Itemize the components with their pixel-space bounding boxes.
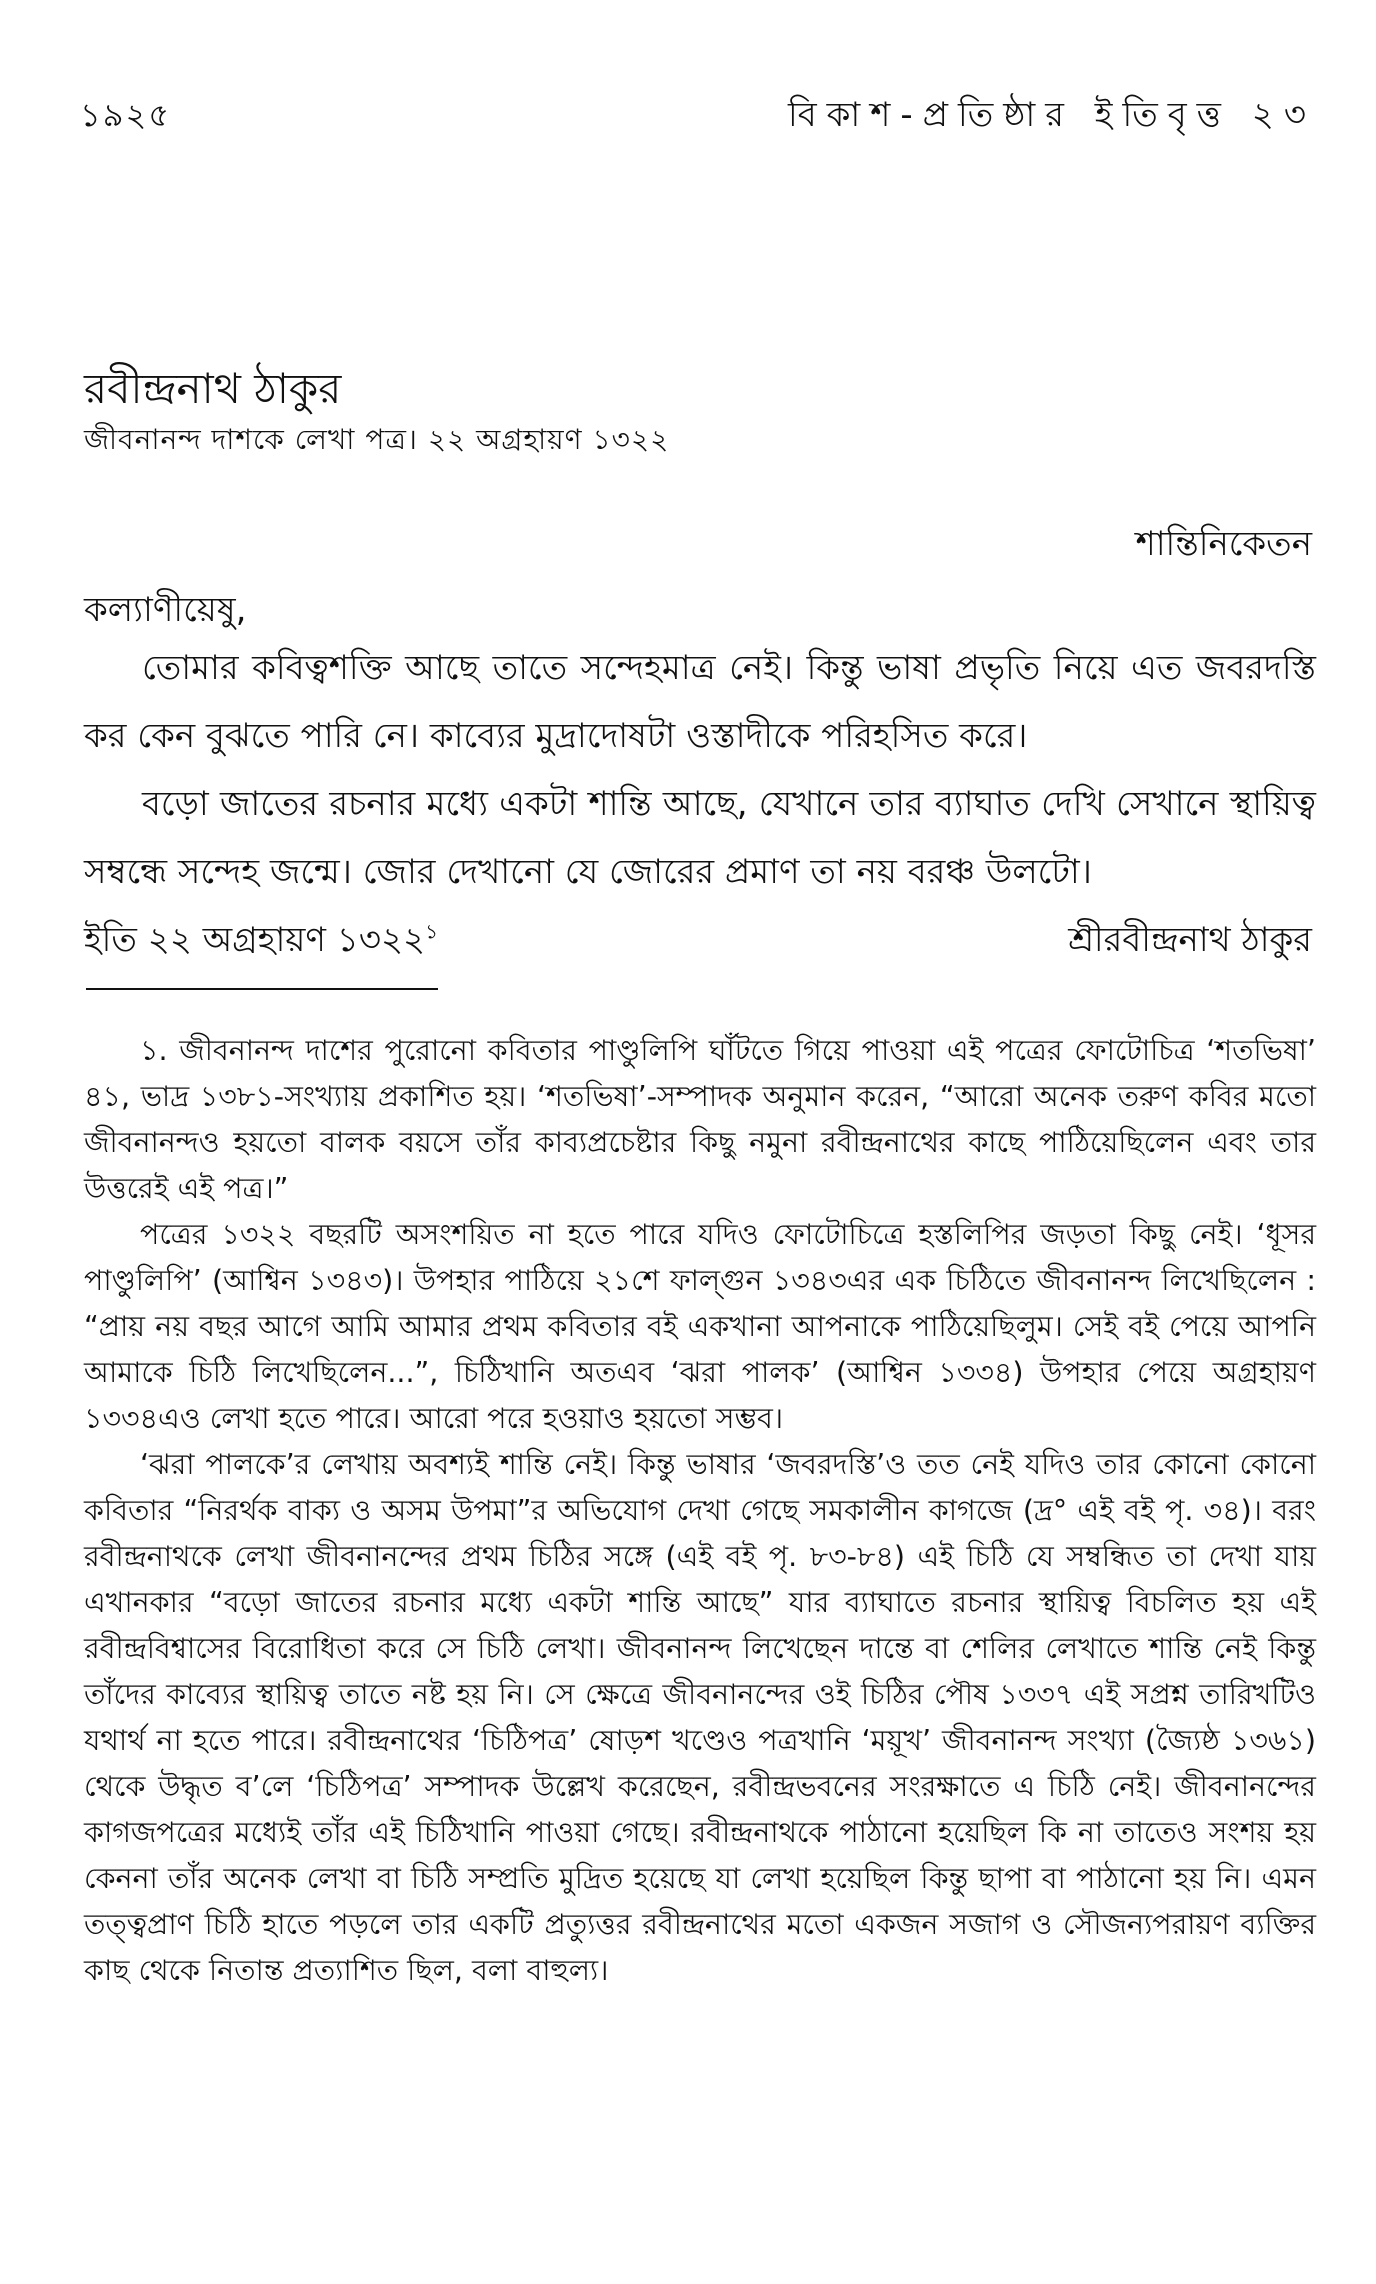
footnote-paragraph: ১. জীবনানন্দ দাশের পুরোনো কবিতার পাণ্ডুলিপি ঘাঁটতে গিয়ে পাওয়া এই পত্রের ফোটোচিত্র ‘শতভিষা’ ৪১, ভাদ্র ১৩৮১-সংখ্যায় প্রকাশিত হয়। ‘শতভিষা’-সম্পাদক অনুমান করেন, “আরো অনেক তরুণ কবির মতো জীবনানন্দও হয়তো বালক বয়সে তাঁর কাব্যপ্রচেষ্টার কিছু নমুনা রবীন্দ্রনাথের কাছে পাঠিয়েছিলেন এবং তার উত্তরেই এই পত্র।”	[84, 1034, 1316, 1205]
header-year: ১৯২৫	[80, 96, 172, 134]
letter-signature: শ্রীরবীন্দ্রনাথ ঠাকুর	[1068, 920, 1312, 960]
footnotes	[84, 1028, 1316, 1994]
letter-paragraph-2: বড়ো জাতের রচনার মধ্যে একটা শান্তি আছে, যেখানে তার ব্যাঘাত দেখি সেখানে স্থায়িত্ব সম্বন্ধে সন্দেহ জন্মে। জোর দেখানো যে জোরের প্রমাণ তা নয় বরঞ্চ উলটো।	[84, 784, 1316, 892]
running-title: বিকাশ-প্রতিষ্ঠার ইতিবৃত্ত ২৩	[787, 94, 1316, 135]
letter-paragraph-1: তোমার কবিত্বশক্তি আছে তাতে সন্দেহমাত্র নেই। কিন্তু ভাষা প্রভৃতি নিয়ে এত জবরদস্তি কর কেন বুঝতে পারি নে। কাব্যের মুদ্রাদোষটা ওস্তাদীকে পরিহসিত করে।	[84, 648, 1316, 756]
letter-salutation: কল্যাণীয়েষু,	[84, 590, 247, 630]
letter-closing: ইতি ২২ অগ্রহায়ণ ১৩২২	[84, 920, 426, 960]
footnote-divider	[86, 988, 438, 990]
footnote-paragraph: ‘ঝরা পালকে’র লেখায় অবশ্যই শান্তি নেই। কিন্তু ভাষার ‘জবরদস্তি’ও তত নেই যদিও তার কোনো কোনো কবিতার “নিরর্থক বাক্য ও অসম উপমা”র অভিযোগ দেখা গেছে সমকালীন কাগজে (দ্র° এই বই পৃ. ৩৪)। বরং রবীন্দ্রনাথকে লেখা জীবনানন্দের প্রথম চিঠির সঙ্গে (এই বই পৃ. ৮৩-৮৪) এই চিঠি যে সম্বন্ধিত তা দেখা যায় এখানকার “বড়ো জাতের রচনার মধ্যে একটা শান্তি আছে” যার ব্যাঘাতে রচনার স্থায়িত্ব বিচলিত হয় এই রবীন্দ্রবিশ্বাসের বিরোধিতা করে সে চিঠি লেখা। জীবনানন্দ লিখেছেন দান্তে বা শেলির লেখাতে শান্তি নেই কিন্তু তাঁদের কাব্যের স্থায়িত্ব তাতে নষ্ট হয় নি। সে ক্ষেত্রে জীবনানন্দের ওই চিঠির পৌষ ১৩৩৭ এই সপ্রশ্ন তারিখটিও যথার্থ না হতে পারে। রবীন্দ্রনাথের ‘চিঠিপত্র’ ষোড়শ খণ্ডেও পত্রখানি ‘ময়ূখ’ জীবনানন্দ সংখ্যা (জ্যৈষ্ঠ ১৩৬১) থেকে উদ্ধৃত ব’লে ‘চিঠিপত্র’ সম্পাদক উল্লেখ করেছেন, রবীন্দ্রভবনের সংরক্ষাতে এ চিঠি নেই। জীবনানন্দের কাগজপত্রের মধ্যেই তাঁর এই চিঠিখানি পাওয়া গেছে। রবীন্দ্রনাথকে পাঠানো হয়েছিল কি না তাতেও সংশয় হয় কেননা তাঁর অনেক লেখা বা চিঠি সম্প্রতি মুদ্রিত হয়েছে যা লেখা হয়েছিল কিন্তু ছাপা বা পাঠানো হয় নি। এমন তত্ত্বপ্রাণ চিঠি হাতে পড়লে তার একটি প্রত্যুত্তর রবীন্দ্রনাথের মতো একজন সজাগ ও সৌজন্যপরায়ণ ব্যক্তির কাছ থেকে নিতান্ত প্রত্যাশিত ছিল, বলা বাহুল্য।	[84, 1448, 1316, 1987]
footnote-paragraph: পত্রের ১৩২২ বছরটি অসংশয়িত না হতে পারে যদিও ফোটোচিত্রে হস্তলিপির জড়তা কিছু নেই। ‘ধূসর পাণ্ডুলিপি’ (আশ্বিন ১৩৪৩)। উপহার পাঠিয়ে ২১শে ফাল্গুন ১৩৪৩এর এক চিঠিতে জীবনানন্দ লিখেছিলেন : “প্রায় নয় বছর আগে আমি আমার প্রথম কবিতার বই একখানা আপনাকে পাঠিয়েছিলুম। সেই বই পেয়ে আপনি আমাকে চিঠি লিখেছিলেন...”, চিঠিখানি অতএব ‘ঝরা পালক’ (আশ্বিন ১৩৩৪) উপহার পেয়ে অগ্রহায়ণ ১৩৩৪এও লেখা হতে পারে। আরো পরে হওয়াও হয়তো সম্ভব।	[84, 1218, 1316, 1435]
letter-subtitle: জীবনানন্দ দাশকে লেখা পত্র। ২২ অগ্রহায়ণ ১৩২২	[84, 423, 670, 456]
footnote-marker: ১	[425, 919, 439, 944]
letter-author: রবীন্দ্রনাথ ঠাকুর	[84, 364, 342, 413]
letter-place: শান্তিনিকেতন	[1135, 524, 1312, 564]
running-head	[80, 92, 1316, 142]
